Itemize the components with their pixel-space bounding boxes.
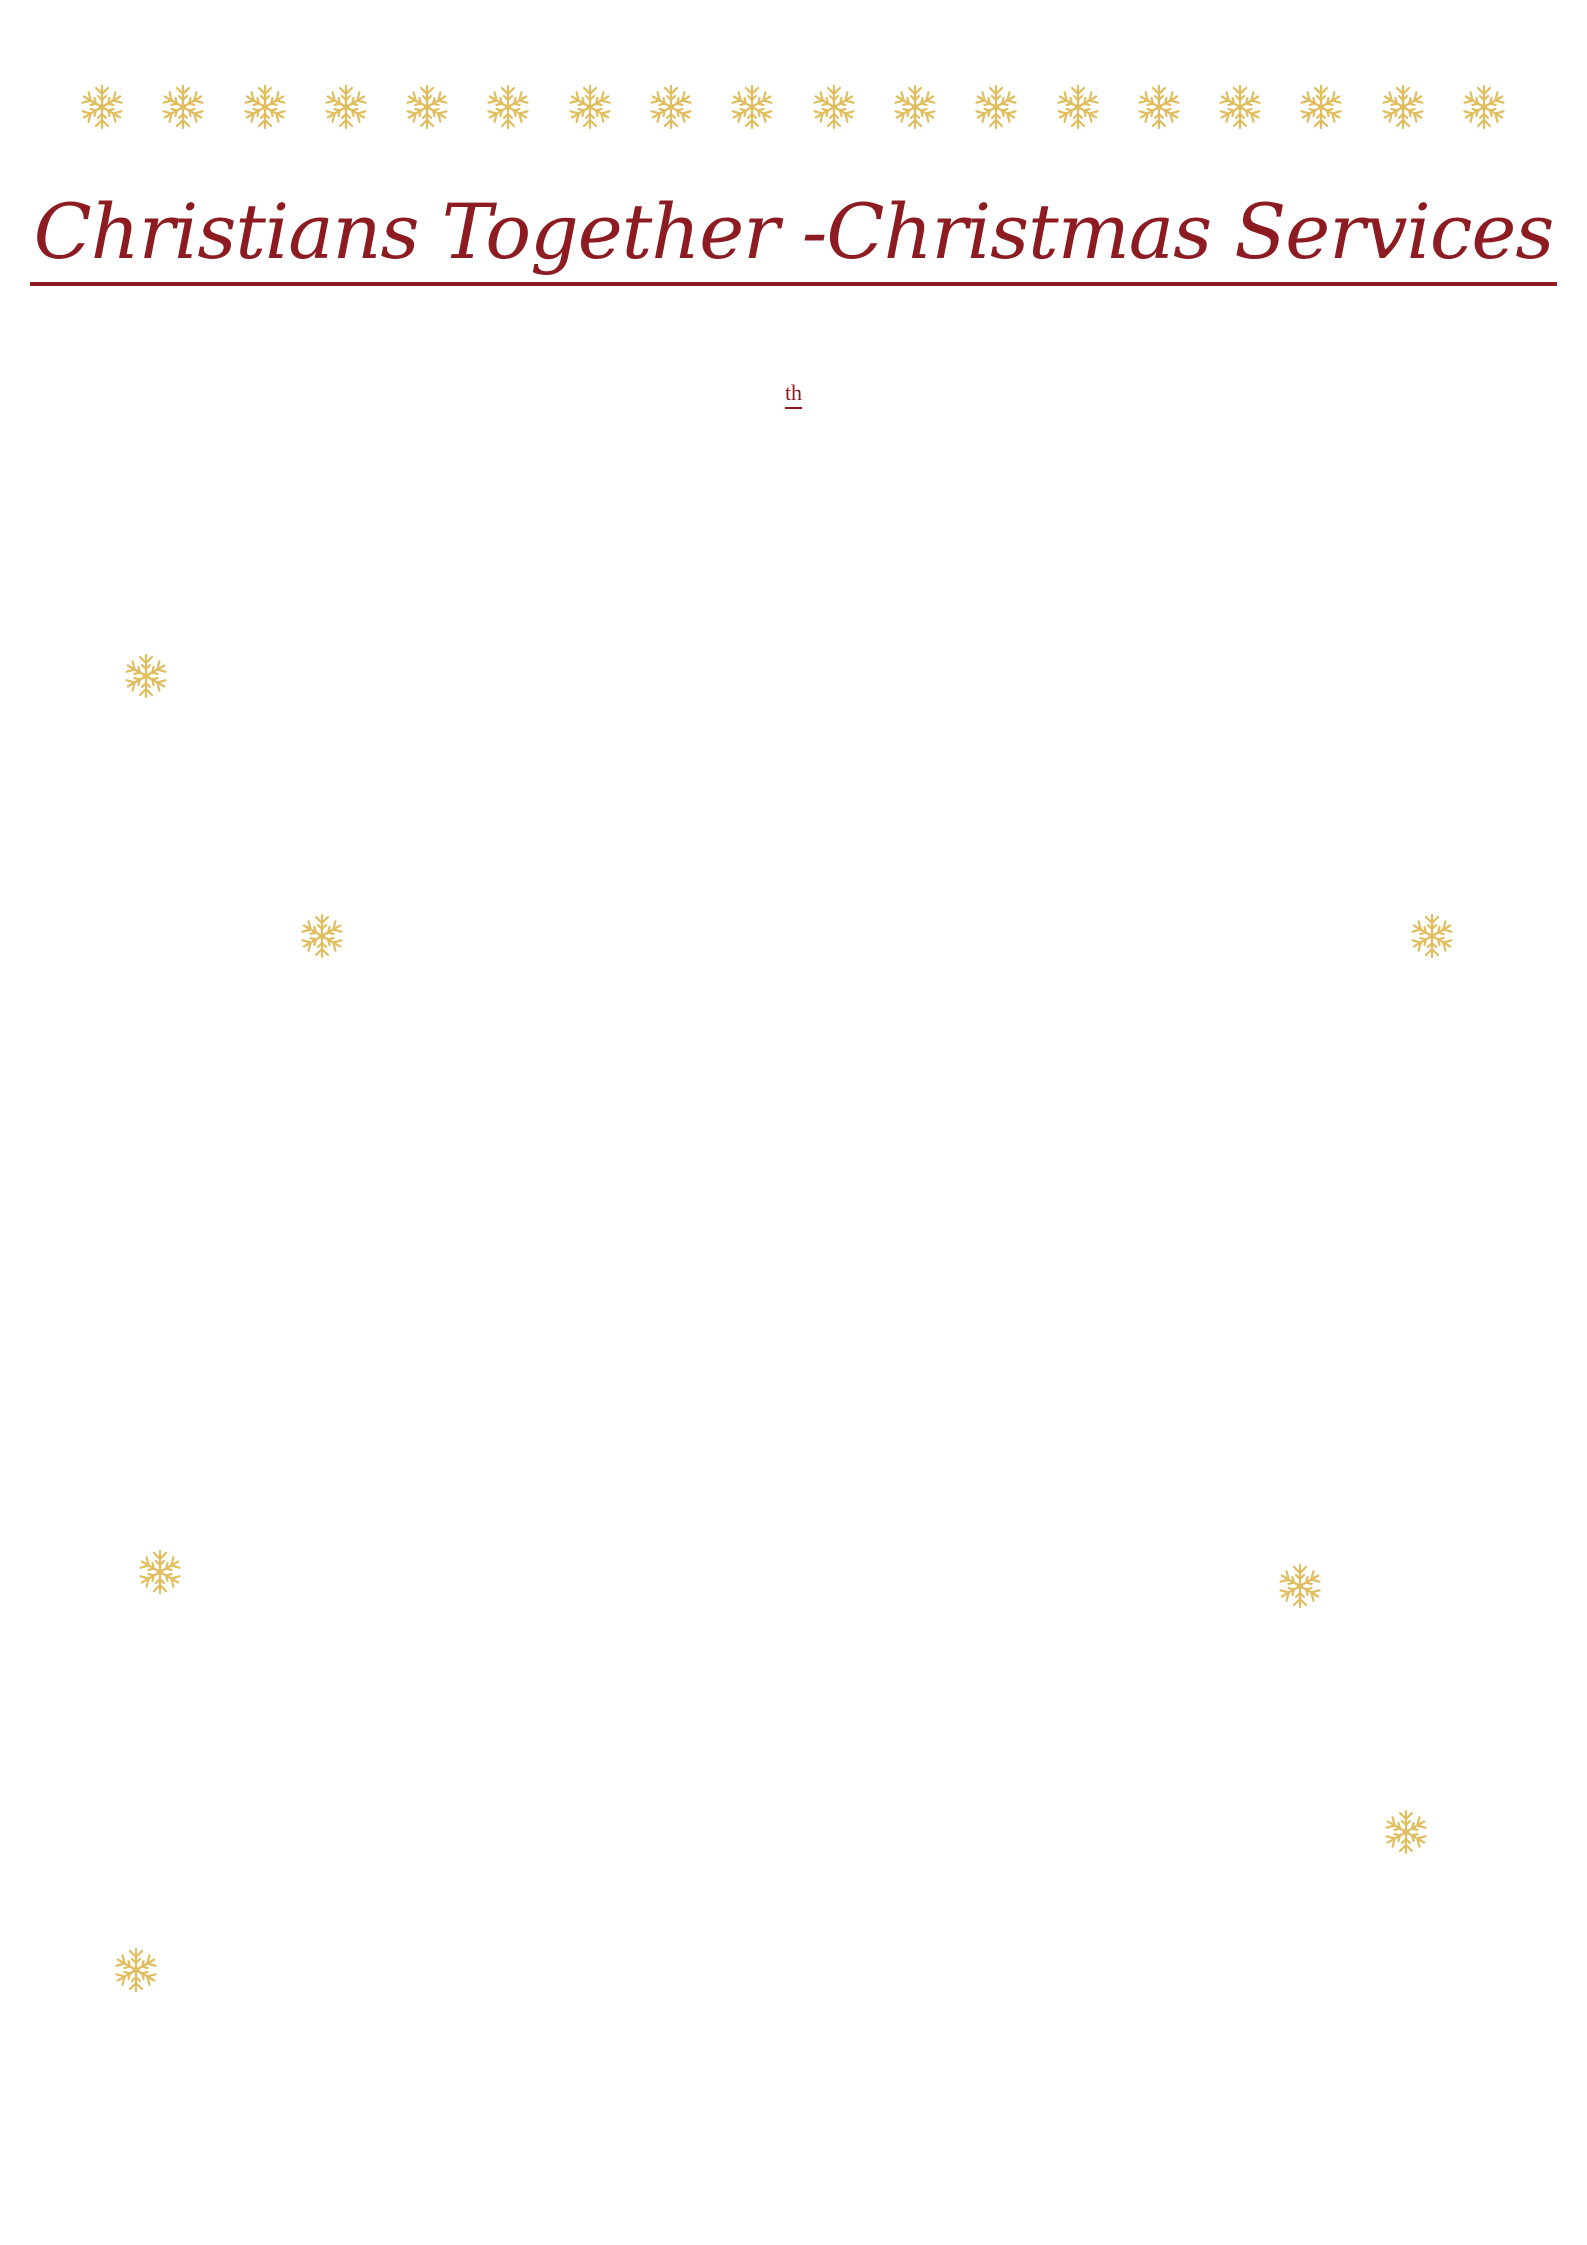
- snowflake-icon: [78, 83, 126, 131]
- service-line: [0, 943, 1587, 1000]
- snowflake-icon: [241, 83, 289, 131]
- page-title-text: Christians Together -Christmas Services: [30, 182, 1558, 286]
- service-line: [0, 1342, 1587, 1399]
- snowflake-icon: [1297, 83, 1345, 131]
- day-block: [0, 886, 1587, 1114]
- snowflake-border: [78, 83, 1508, 133]
- service-line: [0, 1057, 1587, 1114]
- service-schedule: [0, 364, 1587, 2083]
- service-line: [0, 1570, 1587, 1627]
- service-line: [0, 772, 1587, 829]
- service-line: [0, 658, 1587, 715]
- service-line: [0, 1741, 1587, 1798]
- service-line: [0, 1285, 1587, 1342]
- snowflake-icon: [566, 83, 614, 131]
- snowflake-icon: [322, 83, 370, 131]
- day-block: [0, 1171, 1587, 1456]
- service-line: [0, 715, 1587, 772]
- day-heading: [0, 1855, 1587, 1912]
- service-line: [0, 1000, 1587, 1057]
- snowflake-icon: [1460, 83, 1508, 131]
- snowflake-icon: [403, 83, 451, 131]
- snowflake-icon: [1379, 83, 1427, 131]
- day-heading: [0, 364, 1587, 430]
- service-line: [0, 430, 1587, 487]
- service-line: [0, 1684, 1587, 1741]
- snowflake-icon: [159, 83, 207, 131]
- snowflake-icon: [810, 83, 858, 131]
- snowflake-icon: [972, 83, 1020, 131]
- service-line: [0, 1228, 1587, 1285]
- snowflake-icon: [1054, 83, 1102, 131]
- service-line: [0, 1627, 1587, 1684]
- day-heading: [0, 886, 1587, 943]
- snowflake-icon: [647, 83, 695, 131]
- day-block: [0, 364, 1587, 544]
- day-heading: [0, 1171, 1587, 1228]
- day-block: [0, 601, 1587, 829]
- snowflake-icon: [484, 83, 532, 131]
- snowflake-icon: [891, 83, 939, 131]
- snowflake-icon: [1135, 83, 1183, 131]
- day-block: [0, 1513, 1587, 1798]
- service-line: [0, 1912, 1587, 1969]
- service-line: [0, 1969, 1587, 2026]
- day-block: [0, 1855, 1587, 2026]
- snowflake-icon: [1216, 83, 1264, 131]
- page-title: [0, 182, 1587, 286]
- snowflake-icon: [728, 83, 776, 131]
- day-heading: [0, 1513, 1587, 1570]
- day-heading-ordinal: th: [784, 380, 803, 405]
- service-line: [0, 487, 1587, 544]
- day-heading: [0, 601, 1587, 658]
- service-line: [0, 1399, 1587, 1456]
